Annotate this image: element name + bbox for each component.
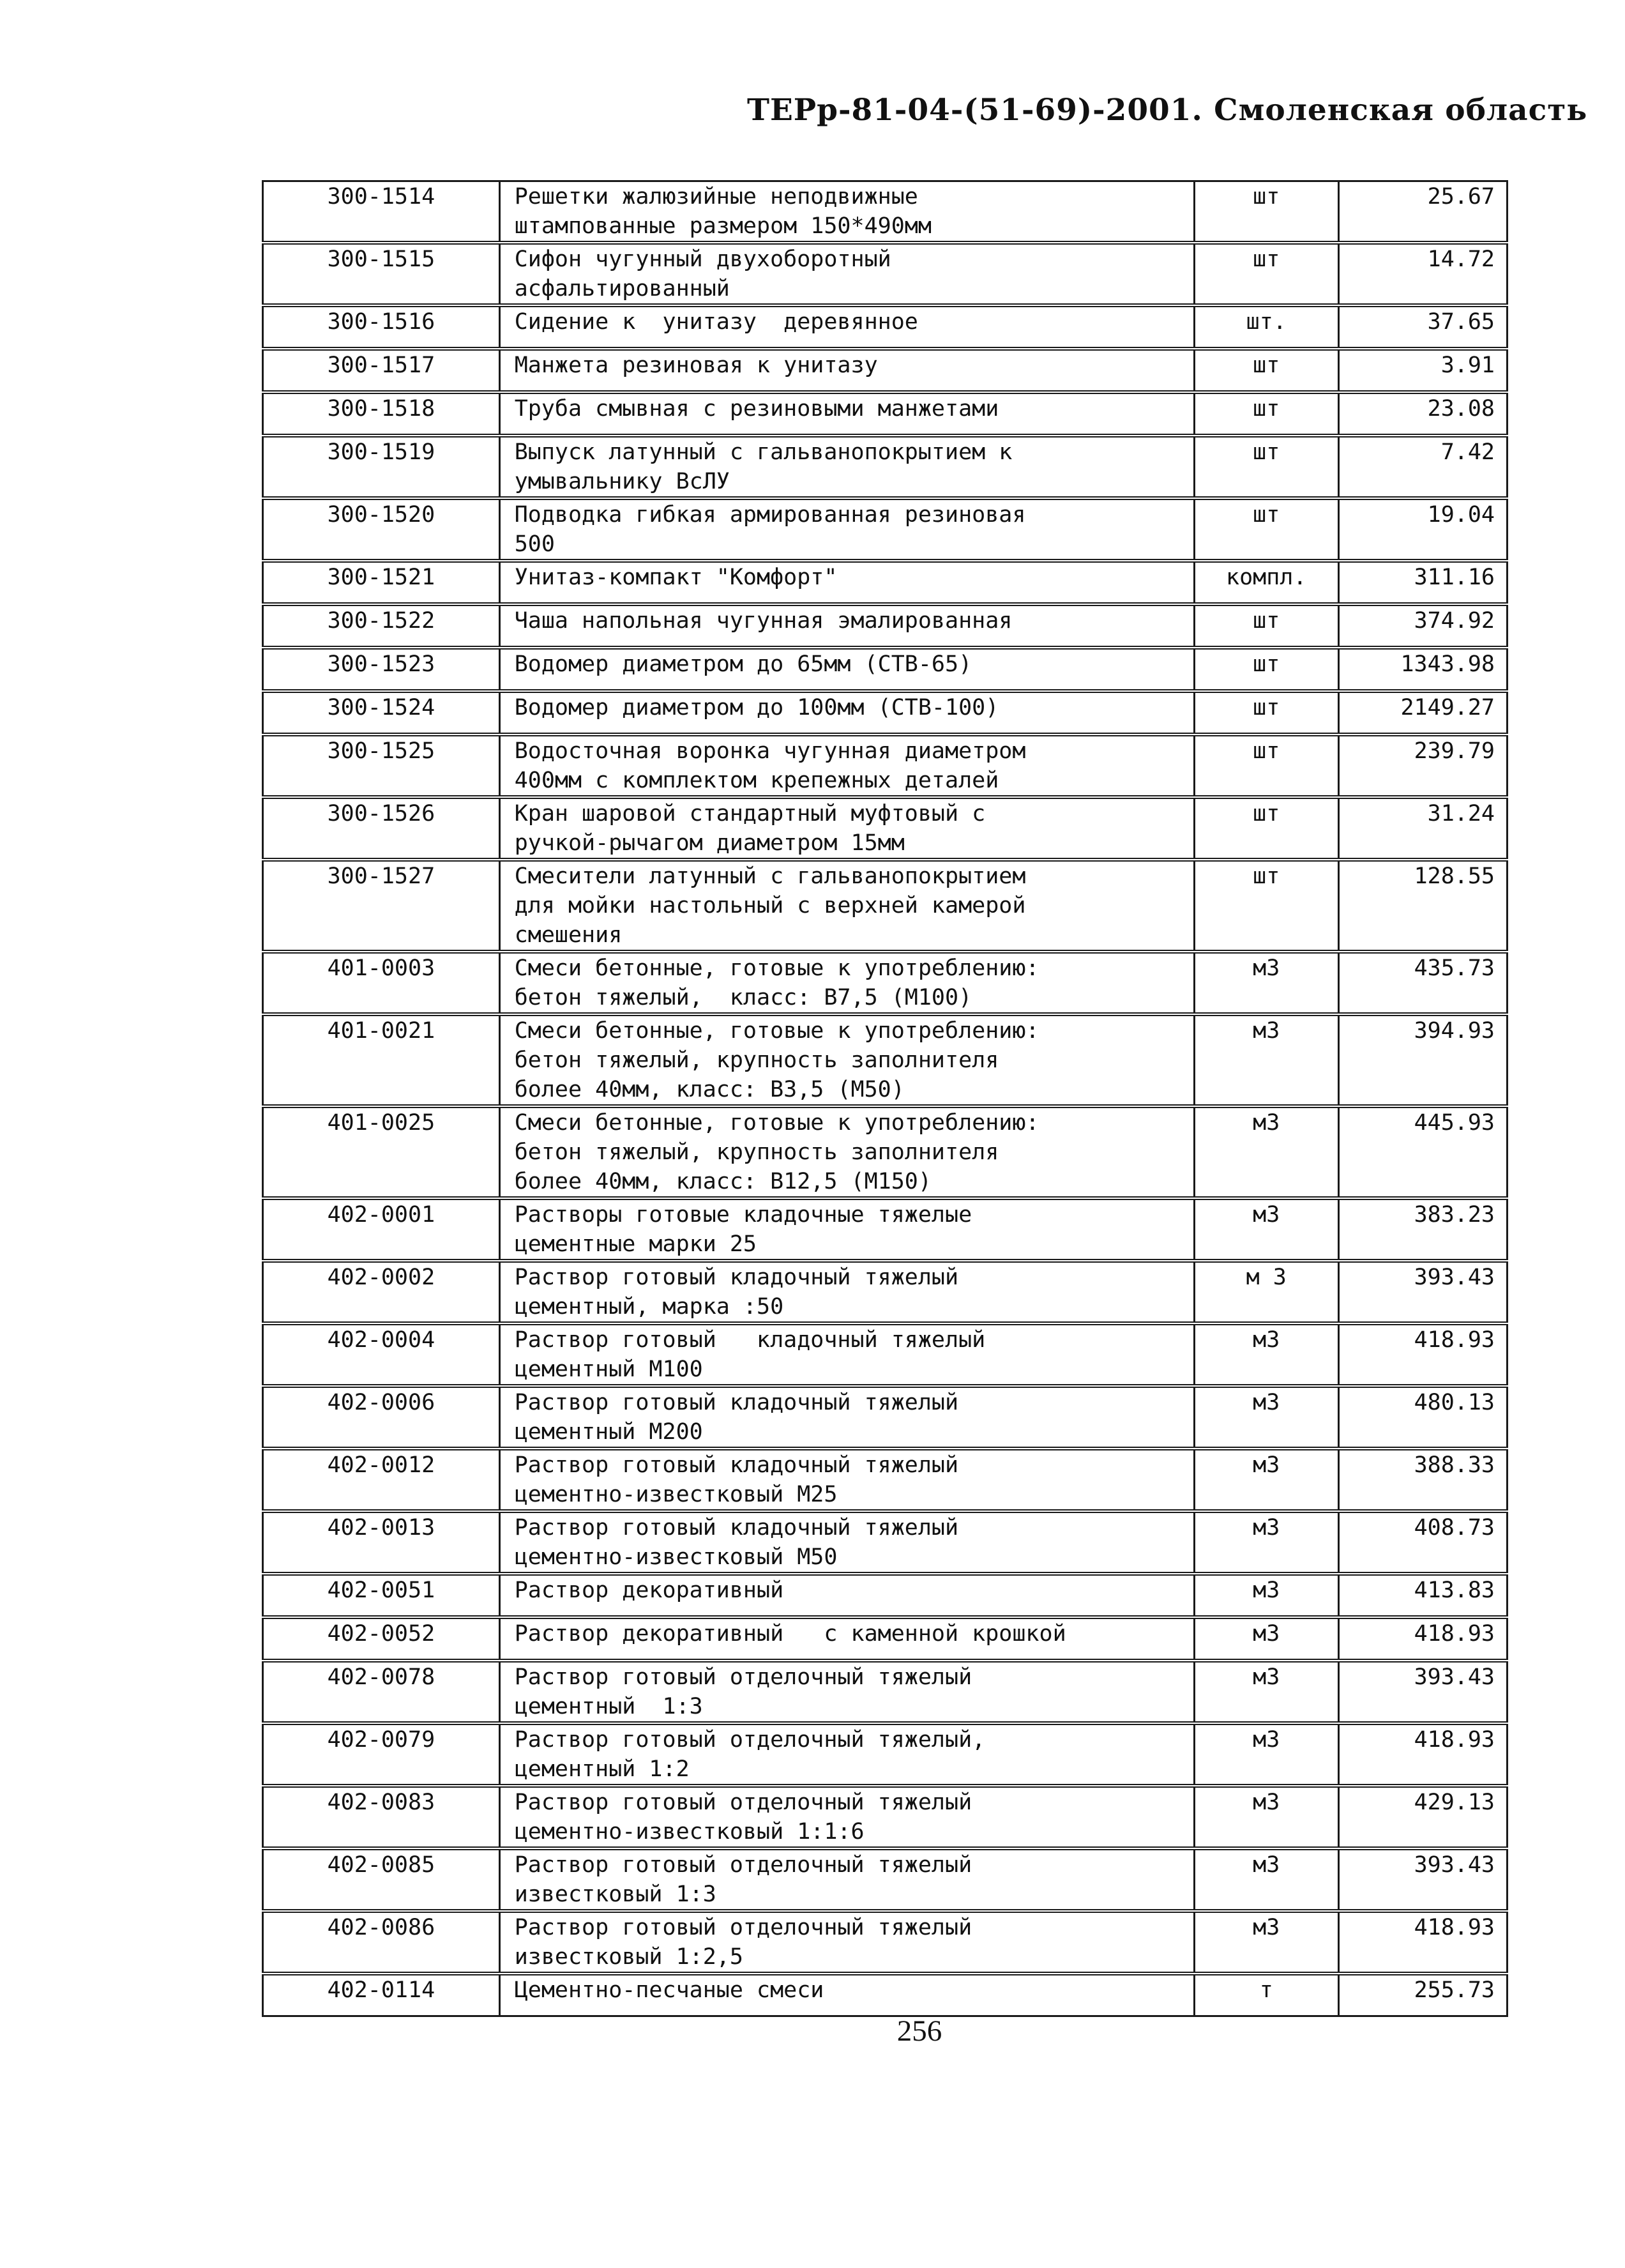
cell-unit: шт	[1194, 604, 1338, 648]
table-row	[263, 1911, 1508, 1974]
cell-name-line: цементный, марка :50	[514, 1294, 784, 1320]
cell-name	[499, 860, 1194, 952]
cell-code: 401-0003	[263, 952, 500, 1014]
cell-name	[499, 1574, 1194, 1617]
cell-name-line: штампованные размером 150*490мм	[514, 213, 932, 239]
table-row	[263, 734, 1508, 797]
cell-name-line: Подводка гибкая армированная резиновая	[514, 502, 1026, 528]
cell-name-line: Раствор готовый кладочный тяжелый	[514, 1390, 959, 1415]
cell-price: 374.92	[1338, 604, 1507, 648]
cell-name-line: Раствор готовый кладочный тяжелый	[514, 1452, 959, 1478]
cell-name-line: 400мм с комплектом крепежных деталей	[514, 768, 999, 793]
cell-name-line: Раствор готовый отделочный тяжелый	[514, 1790, 972, 1815]
cell-name	[499, 1661, 1194, 1723]
cell-name	[499, 305, 1194, 349]
cell-price: 480.13	[1338, 1386, 1507, 1449]
cell-name-line: Раствор декоративный	[514, 1578, 784, 1603]
cell-price: 25.67	[1338, 181, 1507, 243]
cell-name-line: Раствор готовый кладочный тяжелый	[514, 1327, 986, 1353]
cell-code: 300-1517	[263, 349, 500, 392]
cell-code: 300-1520	[263, 498, 500, 561]
cell-unit: м 3	[1194, 1261, 1338, 1323]
cell-name-line: цементные марки 25	[514, 1231, 757, 1257]
cell-name-line: асфальтированный	[514, 276, 730, 301]
table-row	[263, 1848, 1508, 1911]
cell-name	[499, 604, 1194, 648]
table-row	[263, 243, 1508, 305]
cell-name-line: Решетки жалюзийные неподвижные	[514, 184, 918, 209]
cell-price: 128.55	[1338, 860, 1507, 952]
cell-unit: м3	[1194, 1617, 1338, 1661]
table-row	[263, 1198, 1508, 1261]
cell-unit: шт	[1194, 392, 1338, 436]
table-row	[263, 1449, 1508, 1511]
cell-code: 402-0083	[263, 1786, 500, 1848]
cell-unit: шт	[1194, 498, 1338, 561]
table-row	[263, 952, 1508, 1014]
cell-unit: м3	[1194, 1198, 1338, 1261]
cell-code: 402-0086	[263, 1911, 500, 1974]
cell-name-line: цементный М100	[514, 1357, 703, 1382]
cell-code: 300-1515	[263, 243, 500, 305]
cell-name-line: Смесители латунный с гальванопокрытием	[514, 864, 1026, 889]
cell-name	[499, 1386, 1194, 1449]
table-row	[263, 1386, 1508, 1449]
cell-name-line: Смеси бетонные, готовые к употреблению:	[514, 1018, 1039, 1044]
cell-name-line: Смеси бетонные, готовые к употреблению:	[514, 1110, 1039, 1136]
cell-name-line: бетон тяжелый, класс: В7,5 (М100)	[514, 985, 972, 1010]
cell-name-line: цементно-известковый М25	[514, 1482, 838, 1507]
cell-name-line: Раствор готовый кладочный тяжелый	[514, 1515, 959, 1541]
cell-code: 401-0021	[263, 1014, 500, 1106]
cell-unit: м3	[1194, 1723, 1338, 1786]
cell-price: 31.24	[1338, 797, 1507, 860]
cell-code: 402-0078	[263, 1661, 500, 1723]
cell-name	[499, 498, 1194, 561]
cell-name-line: Водомер диаметром до 65мм (СТВ-65)	[514, 651, 972, 677]
cell-code: 402-0013	[263, 1511, 500, 1574]
cell-price: 393.43	[1338, 1661, 1507, 1723]
cell-name-line: Сидение к унитазу деревянное	[514, 309, 918, 335]
cell-code: 300-1522	[263, 604, 500, 648]
table-row	[263, 1511, 1508, 1574]
cell-name	[499, 392, 1194, 436]
cell-price: 435.73	[1338, 952, 1507, 1014]
table-row	[263, 860, 1508, 952]
cell-code: 402-0051	[263, 1574, 500, 1617]
price-table	[262, 180, 1508, 2017]
cell-name	[499, 952, 1194, 1014]
cell-unit: шт	[1194, 734, 1338, 797]
cell-price: 394.93	[1338, 1014, 1507, 1106]
cell-name	[499, 436, 1194, 498]
cell-name-line: Унитаз-компакт "Комфорт"	[514, 565, 838, 590]
cell-name-line: Выпуск латунный с гальванопокрытием к	[514, 439, 1013, 465]
cell-name-line: смешения	[514, 922, 623, 948]
cell-price: 23.08	[1338, 392, 1507, 436]
cell-name-line: Раствор готовый отделочный тяжелый	[514, 1852, 972, 1878]
cell-name-line: Раствор готовый отделочный тяжелый	[514, 1915, 972, 1940]
cell-unit: шт.	[1194, 305, 1338, 349]
table-row	[263, 305, 1508, 349]
cell-price: 2149.27	[1338, 691, 1507, 734]
cell-name	[499, 1106, 1194, 1198]
cell-name	[499, 1198, 1194, 1261]
table-row	[263, 392, 1508, 436]
cell-unit: м3	[1194, 1511, 1338, 1574]
cell-unit: шт	[1194, 436, 1338, 498]
cell-name	[499, 181, 1194, 243]
cell-name-line: цементный 1:2	[514, 1756, 690, 1782]
cell-price: 418.93	[1338, 1323, 1507, 1386]
cell-code: 300-1525	[263, 734, 500, 797]
cell-name	[499, 648, 1194, 691]
cell-name-line: Растворы готовые кладочные тяжелые	[514, 1202, 972, 1228]
cell-name-line: Раствор готовый кладочный тяжелый	[514, 1265, 959, 1290]
cell-name-line: Смеси бетонные, готовые к употреблению:	[514, 955, 1039, 981]
cell-price: 418.93	[1338, 1617, 1507, 1661]
cell-unit: шт	[1194, 181, 1338, 243]
table-row	[263, 561, 1508, 604]
cell-price: 19.04	[1338, 498, 1507, 561]
cell-name-line: бетон тяжелый, крупность заполнителя	[514, 1047, 999, 1073]
cell-name-line: более 40мм, класс: В12,5 (М150)	[514, 1169, 932, 1194]
cell-unit: м3	[1194, 1786, 1338, 1848]
cell-price: 7.42	[1338, 436, 1507, 498]
cell-unit: м3	[1194, 1106, 1338, 1198]
cell-code: 402-0001	[263, 1198, 500, 1261]
cell-code: 402-0002	[263, 1261, 500, 1323]
cell-name-line: Чаша напольная чугунная эмалированная	[514, 608, 1013, 634]
cell-name-line: 500	[514, 531, 555, 557]
cell-price: 393.43	[1338, 1261, 1507, 1323]
cell-code: 300-1514	[263, 181, 500, 243]
cell-price: 383.23	[1338, 1198, 1507, 1261]
cell-unit: т	[1194, 1974, 1338, 2016]
cell-name-line: ручкой-рычагом диаметром 15мм	[514, 830, 905, 856]
cell-price: 408.73	[1338, 1511, 1507, 1574]
cell-price: 418.93	[1338, 1911, 1507, 1974]
table-row	[263, 436, 1508, 498]
cell-name-line: цементно-известковый М50	[514, 1544, 838, 1570]
cell-unit: м3	[1194, 952, 1338, 1014]
cell-code: 402-0085	[263, 1848, 500, 1911]
cell-unit: шт	[1194, 349, 1338, 392]
cell-price: 1343.98	[1338, 648, 1507, 691]
page-header: ТЕРр-81-04-(51-69)-2001. Смоленская область	[747, 93, 1588, 128]
cell-name-line: Водосточная воронка чугунная диаметром	[514, 738, 1026, 764]
cell-name	[499, 1449, 1194, 1511]
cell-name-line: Манжета резиновая к унитазу	[514, 353, 878, 378]
cell-price: 37.65	[1338, 305, 1507, 349]
cell-name-line: более 40мм, класс: В3,5 (М50)	[514, 1077, 905, 1102]
table-row	[263, 797, 1508, 860]
cell-name	[499, 1974, 1194, 2016]
cell-code: 300-1518	[263, 392, 500, 436]
cell-name-line: Водомер диаметром до 100мм (СТВ-100)	[514, 695, 999, 720]
cell-unit: м3	[1194, 1449, 1338, 1511]
cell-price: 14.72	[1338, 243, 1507, 305]
cell-unit: компл.	[1194, 561, 1338, 604]
table-row	[263, 498, 1508, 561]
cell-unit: шт	[1194, 860, 1338, 952]
cell-name	[499, 1617, 1194, 1661]
cell-price: 429.13	[1338, 1786, 1507, 1848]
cell-name-line: цементный М200	[514, 1419, 703, 1445]
cell-price: 3.91	[1338, 349, 1507, 392]
table-row	[263, 1786, 1508, 1848]
cell-unit: м3	[1194, 1386, 1338, 1449]
table-row	[263, 648, 1508, 691]
cell-name	[499, 1323, 1194, 1386]
cell-code: 402-0114	[263, 1974, 500, 2016]
table-row	[263, 1661, 1508, 1723]
cell-price: 255.73	[1338, 1974, 1507, 2016]
cell-code: 402-0004	[263, 1323, 500, 1386]
cell-unit: м3	[1194, 1848, 1338, 1911]
cell-name-line: для мойки настольный с верхней камерой	[514, 893, 1026, 918]
cell-price: 393.43	[1338, 1848, 1507, 1911]
cell-name	[499, 1261, 1194, 1323]
table-row	[263, 349, 1508, 392]
cell-name	[499, 797, 1194, 860]
table-row	[263, 691, 1508, 734]
table-row	[263, 1574, 1508, 1617]
cell-code: 300-1524	[263, 691, 500, 734]
cell-code: 401-0025	[263, 1106, 500, 1198]
table-row	[263, 1974, 1508, 2016]
cell-name	[499, 691, 1194, 734]
cell-unit: шт	[1194, 691, 1338, 734]
cell-code: 300-1519	[263, 436, 500, 498]
cell-code: 402-0006	[263, 1386, 500, 1449]
cell-unit: шт	[1194, 797, 1338, 860]
cell-price: 413.83	[1338, 1574, 1507, 1617]
table-row	[263, 1261, 1508, 1323]
cell-name-line: Раствор декоративный с каменной крошкой	[514, 1621, 1066, 1647]
cell-unit: м3	[1194, 1323, 1338, 1386]
cell-name-line: Раствор готовый отделочный тяжелый,	[514, 1727, 986, 1753]
cell-name	[499, 243, 1194, 305]
cell-code: 402-0079	[263, 1723, 500, 1786]
cell-unit: м3	[1194, 1661, 1338, 1723]
cell-code: 300-1523	[263, 648, 500, 691]
price-table-body	[263, 181, 1508, 2016]
cell-name-line: известковый 1:2,5	[514, 1944, 743, 1970]
cell-name-line: известковый 1:3	[514, 1882, 716, 1907]
cell-code: 300-1516	[263, 305, 500, 349]
cell-name	[499, 349, 1194, 392]
cell-unit: м3	[1194, 1574, 1338, 1617]
cell-code: 402-0052	[263, 1617, 500, 1661]
table-row	[263, 1617, 1508, 1661]
table-row	[263, 1106, 1508, 1198]
cell-name	[499, 561, 1194, 604]
cell-name	[499, 1848, 1194, 1911]
cell-code: 402-0012	[263, 1449, 500, 1511]
cell-price: 418.93	[1338, 1723, 1507, 1786]
table-row	[263, 1014, 1508, 1106]
cell-name-line: Цементно-песчаные смеси	[514, 1977, 824, 2003]
cell-name-line: цементно-известковый 1:1:6	[514, 1819, 865, 1845]
table-row	[263, 1323, 1508, 1386]
cell-name-line: Труба смывная с резиновыми манжетами	[514, 396, 999, 422]
cell-name	[499, 1014, 1194, 1106]
table-row	[263, 604, 1508, 648]
cell-name	[499, 734, 1194, 797]
cell-name-line: умывальнику ВсЛУ	[514, 469, 730, 494]
cell-name	[499, 1911, 1194, 1974]
page-number: 256	[896, 2014, 942, 2048]
cell-name-line: Кран шаровой стандартный муфтовый с	[514, 801, 986, 826]
cell-name-line: Раствор готовый отделочный тяжелый	[514, 1664, 972, 1690]
cell-code: 300-1527	[263, 860, 500, 952]
cell-name-line: цементный 1:3	[514, 1694, 703, 1719]
cell-name-line: бетон тяжелый, крупность заполнителя	[514, 1139, 999, 1165]
cell-name-line: Сифон чугунный двухоборотный	[514, 247, 891, 272]
cell-price: 239.79	[1338, 734, 1507, 797]
cell-unit: м3	[1194, 1911, 1338, 1974]
table-row	[263, 181, 1508, 243]
cell-name	[499, 1511, 1194, 1574]
cell-name	[499, 1786, 1194, 1848]
cell-unit: шт	[1194, 243, 1338, 305]
cell-unit: м3	[1194, 1014, 1338, 1106]
cell-unit: шт	[1194, 648, 1338, 691]
cell-price: 388.33	[1338, 1449, 1507, 1511]
table-row	[263, 1723, 1508, 1786]
cell-name	[499, 1723, 1194, 1786]
cell-price: 311.16	[1338, 561, 1507, 604]
cell-price: 445.93	[1338, 1106, 1507, 1198]
cell-code: 300-1521	[263, 561, 500, 604]
cell-code: 300-1526	[263, 797, 500, 860]
